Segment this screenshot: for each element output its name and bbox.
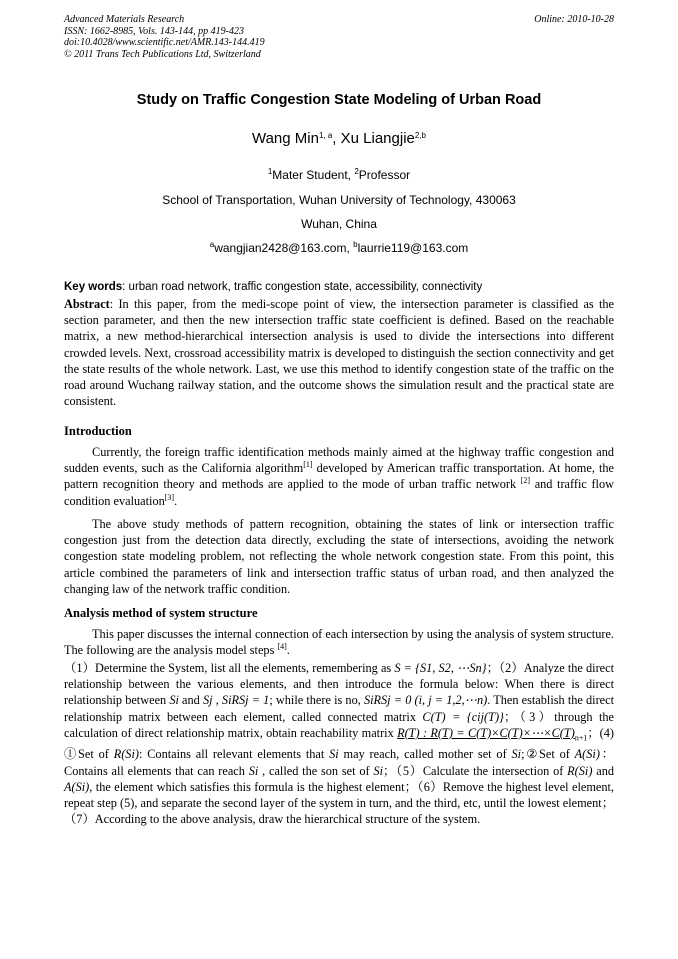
role-1: Mater Student, bbox=[272, 168, 355, 182]
step-text: ；（3）through the calculation of direct relationship matrix, obtain reachability matrix bbox=[64, 709, 615, 740]
step-text: and bbox=[592, 763, 615, 778]
email-b: laurrie119@163.com bbox=[357, 241, 469, 255]
email-a-sup: a bbox=[209, 240, 215, 249]
formula-a-si: A(Si) bbox=[64, 779, 90, 794]
journal-header bbox=[64, 14, 265, 60]
doi-line: doi:10.4028/www.scientific.net/AMR.143-144.419 bbox=[64, 37, 265, 48]
introduction-paragraph-1 bbox=[64, 444, 614, 509]
formula-connected-matrix: C(T) = {cij(T)} bbox=[422, 709, 504, 724]
issn-line: ISSN: 1662-8985, Vols. 143-144, pp 419-423 bbox=[64, 25, 244, 37]
keywords-text: : urban road network, traffic congestion state, accessibility, connectivity bbox=[122, 281, 483, 293]
citation-1: [1] bbox=[303, 460, 313, 470]
analysis-steps bbox=[64, 660, 614, 827]
formula-relation-1: , SiRSj = 1 bbox=[212, 693, 270, 708]
intro-text: Currently, the foreign traffic identification methods mainly aimed at the highway traffic congestion and sudden events, such as the California algorithm bbox=[64, 445, 614, 476]
analysis-text: . bbox=[286, 643, 290, 658]
abstract-label: Abstract bbox=[64, 297, 110, 311]
formula-relation-0: SiRSj = 0 (i, j = 1,2,⋯n) bbox=[363, 693, 488, 708]
author-1: Wang Min bbox=[251, 130, 319, 147]
affiliation-city: Wuhan, China bbox=[301, 217, 377, 231]
role-1-sup: 1 bbox=[267, 167, 273, 176]
abstract-text: : In this paper, from the medi-scope point of view, the intersection parameter is classified as the section parameter, and then the new intersection traffic state coefficient is defined. Based on the reachable matrix, a new method-hierarchical intersection analysis is used to divide the intersections into different crowded levels. Next, crossroad accessibility matrix is developed to distinguish the section connectivity and get the state results of the whole network. Last, we use this method to identify congestion state of the traffic on the road around Wuchang railway station, and the outcome shows the simulation result and the practical state are consistent. bbox=[64, 297, 614, 409]
step-text: ;②Set of bbox=[521, 747, 575, 762]
formula-r-si: R(Si) bbox=[113, 747, 139, 762]
affiliation-school: School of Transportation, Wuhan University of Technology, 430063 bbox=[162, 193, 516, 207]
section-heading-analysis: Analysis method of system structure bbox=[64, 606, 258, 620]
intro-text: and traffic flow condition evaluation bbox=[64, 477, 614, 508]
email-b-sup: b bbox=[353, 240, 358, 249]
step-text: may reach, called mother set of bbox=[338, 747, 512, 762]
journal-name: Advanced Materials Research bbox=[64, 14, 185, 25]
role-2: Professor bbox=[358, 168, 411, 182]
author-2-sup: 2,b bbox=[414, 131, 426, 140]
abstract bbox=[64, 296, 614, 409]
step-text: . Then establish the direct relationship matrix between each element, called connected matrix bbox=[64, 693, 614, 724]
introduction-paragraph-2: The above study methods of pattern recognition, obtaining the states of link or intersection traffic congestion just from the detection data directly, excluding the state of intersections, avoiding the network congestion state modeling problem, not reflecting the whole network congestion state. From this point, this article combined the parameters of link and intersection traffic status of urban road, and then analyzed the changing law of the network traffic condition. bbox=[64, 517, 614, 596]
formula-si: Si bbox=[511, 747, 522, 762]
keywords bbox=[64, 279, 614, 295]
email-a: wangjian2428@163.com, bbox=[214, 241, 354, 255]
formula-si: Si bbox=[329, 747, 339, 762]
citation-2: [2] bbox=[520, 476, 531, 486]
formula-a-si: A(Si) bbox=[574, 747, 600, 762]
step-text: ：Contains all elements that can reach bbox=[64, 747, 614, 778]
formula-si: Si bbox=[373, 763, 383, 778]
intro-text: . bbox=[174, 493, 178, 508]
role-2-sup: 2 bbox=[354, 167, 359, 176]
formula-reachability-matrix: R(T) : R(T) = C(T)×C(T)×⋯×C(T) bbox=[397, 725, 575, 740]
keywords-label: Key words bbox=[64, 281, 123, 293]
step-text: : Contains all relevant elements that bbox=[138, 747, 330, 762]
formula-sj: Sj bbox=[202, 693, 213, 708]
step-text: and bbox=[178, 693, 203, 708]
formula-set-s: S = {S1, S2, ⋯Sn} bbox=[394, 661, 487, 675]
step-text: ; while there is no, bbox=[269, 693, 364, 708]
citation-4: [4] bbox=[277, 642, 287, 652]
author-separator: , bbox=[332, 130, 341, 147]
online-date: Online: 2010-10-28 bbox=[534, 14, 614, 25]
author-2: Xu Liangjie bbox=[340, 130, 415, 147]
formula-r-si: R(Si) bbox=[567, 763, 593, 778]
analysis-paragraph-1 bbox=[64, 626, 614, 658]
section-heading-introduction: Introduction bbox=[64, 424, 132, 438]
intro-text: developed by American traffic transportation. At home, the pattern recognition theory and methods are applied to the mode of urban traffic network bbox=[64, 461, 614, 492]
step-text: , called the son set of bbox=[258, 763, 374, 778]
formula-si: Si bbox=[169, 693, 179, 708]
step-text: ；(4) ①Set of bbox=[64, 725, 614, 762]
step-text: ；（5）Calculate the intersection of bbox=[383, 763, 568, 778]
author-1-sup: 1, a bbox=[318, 131, 333, 140]
copyright-line: © 2011 Trans Tech Publications Ltd, Switzerland bbox=[64, 48, 261, 60]
step-text: （1）Determine the System, list all the elements, remembering as bbox=[64, 661, 395, 675]
author-roles bbox=[0, 168, 678, 182]
formula-n-plus-1: n+1 bbox=[574, 733, 588, 743]
author-emails bbox=[0, 241, 678, 255]
analysis-text: This paper discusses the internal connection of each intersection by using the analysis of system structure. The following are the analysis model steps bbox=[64, 627, 614, 658]
step-text: ；（2）Analyze the direct relationship between the various elements, and then introduce the formula below: When there is direct relationship between bbox=[64, 661, 614, 708]
author-line bbox=[0, 130, 678, 147]
formula-si: Si bbox=[248, 763, 259, 778]
step-text: , the element which satisfies this formula is the highest element；（6）Remove the highest level element, repeat step (5), and separate the second layer of the system in turn, and the third, etc, until the lowest element；（7）According to the above analysis, draw the hierarchical structure of the system. bbox=[64, 779, 614, 827]
paper-title: Study on Traffic Congestion State Modeling of Urban Road bbox=[136, 92, 542, 108]
citation-3: [3] bbox=[164, 492, 175, 502]
